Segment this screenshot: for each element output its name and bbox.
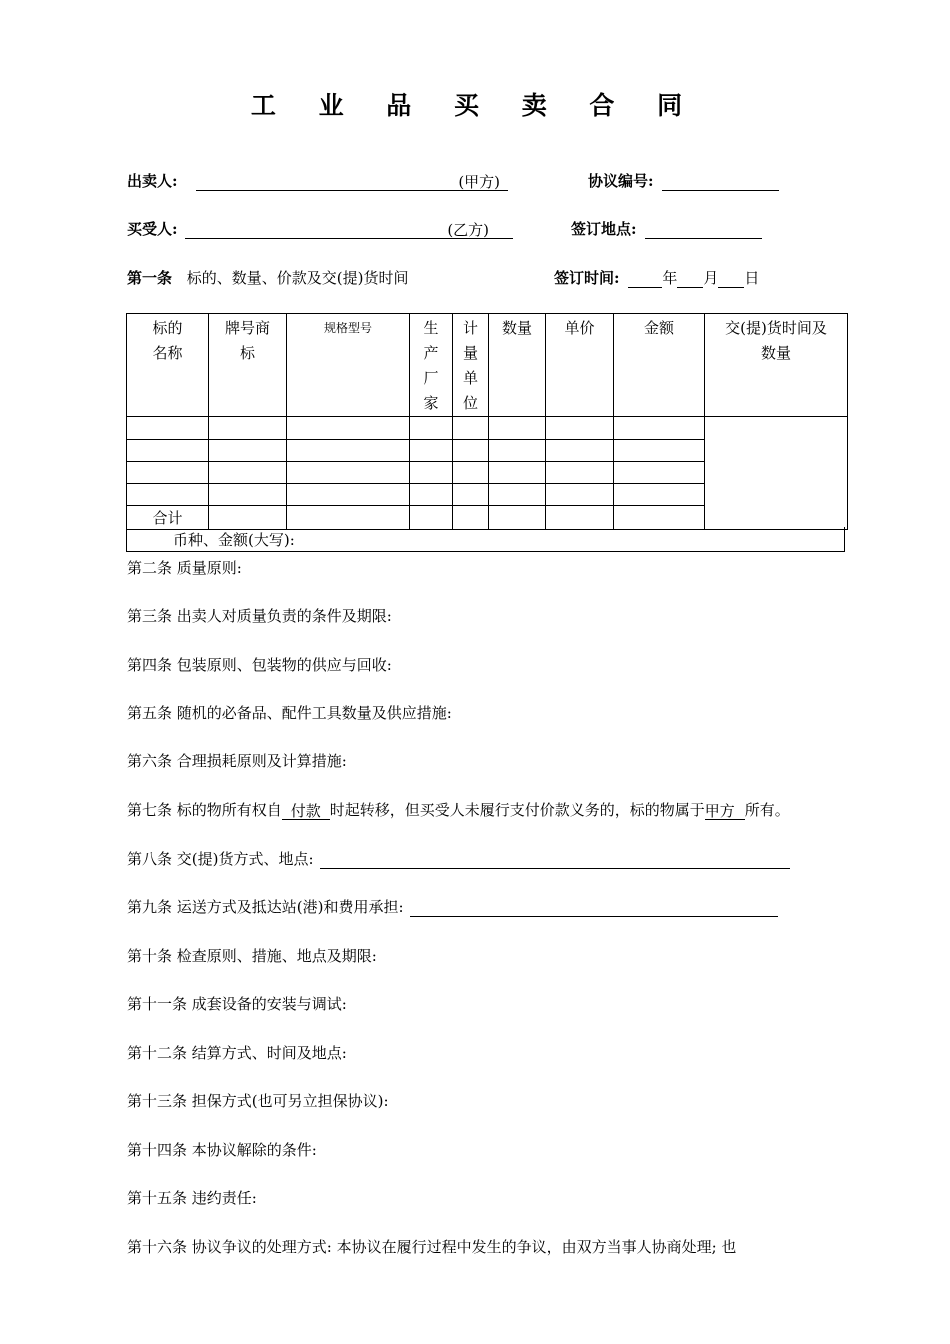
col-header-unit: 计 量 单 位 xyxy=(453,314,489,417)
sign-day-field[interactable] xyxy=(718,269,744,288)
buyer-line xyxy=(127,219,513,239)
article-3: 第三条 出卖人对质量负责的条件及期限: xyxy=(127,607,392,625)
table-cell[interactable] xyxy=(546,484,614,506)
table-cell[interactable] xyxy=(453,440,489,462)
table-cell[interactable] xyxy=(546,440,614,462)
article-10: 第十条 检查原则、措施、地点及期限: xyxy=(127,947,377,965)
table-cell[interactable] xyxy=(127,462,209,484)
table-cell[interactable] xyxy=(209,506,287,530)
table-cell[interactable] xyxy=(287,484,410,506)
article-1-label: 第一条 xyxy=(127,269,173,287)
article-13: 第十三条 担保方式(也可另立担保协议): xyxy=(127,1092,389,1110)
table-cell[interactable] xyxy=(614,417,705,440)
article-7 xyxy=(127,800,790,820)
currency-amount-row[interactable] xyxy=(126,527,845,552)
sign-place-line xyxy=(571,219,762,239)
contract-no-line xyxy=(588,171,779,191)
seller-line xyxy=(127,171,508,191)
buyer-party: (乙方) xyxy=(447,220,513,239)
table-cell[interactable] xyxy=(287,462,410,484)
table-cell[interactable] xyxy=(546,506,614,530)
sign-time-line xyxy=(554,268,759,288)
col-header-item-name: 标的 名称 xyxy=(127,314,209,417)
seller-label: 出卖人: xyxy=(127,172,178,190)
col-header-brand: 牌号商 标 xyxy=(209,314,287,417)
table-cell[interactable] xyxy=(410,440,453,462)
col-header-amount: 金额 xyxy=(614,314,705,417)
table-cell[interactable] xyxy=(410,462,453,484)
table-cell[interactable] xyxy=(489,440,546,462)
article-9-text: 第九条 运送方式及抵达站(港)和费用承担: xyxy=(127,898,404,916)
total-label: 合计 xyxy=(127,506,209,530)
col-header-manufacturer: 生 产 厂 家 xyxy=(410,314,453,417)
sign-year-field[interactable] xyxy=(628,269,662,288)
table-cell[interactable] xyxy=(546,417,614,440)
article-16: 第十六条 协议争议的处理方式: 本协议在履行过程中发生的争议，由双方当事人协商处理; 也 xyxy=(127,1238,737,1256)
table-cell[interactable] xyxy=(209,462,287,484)
table-cell[interactable] xyxy=(614,462,705,484)
table-cell[interactable] xyxy=(287,440,410,462)
article-6: 第六条 合理损耗原则及计算措施: xyxy=(127,752,347,770)
table-cell[interactable] xyxy=(453,506,489,530)
table-cell[interactable] xyxy=(614,484,705,506)
article-8-field[interactable] xyxy=(320,850,790,869)
document-title: 工 业 品 买 卖 合 同 xyxy=(250,91,700,120)
table-cell[interactable] xyxy=(287,417,410,440)
currency-amount-label: 币种、金额(大写): xyxy=(173,531,295,549)
table-cell[interactable] xyxy=(209,484,287,506)
sign-place-label: 签订地点: xyxy=(571,220,637,238)
table-cell[interactable] xyxy=(489,506,546,530)
day-label: 日 xyxy=(744,269,760,287)
contract-no-label: 协议编号: xyxy=(588,172,654,190)
col-header-quantity: 数量 xyxy=(489,314,546,417)
table-cell[interactable] xyxy=(453,484,489,506)
article-11: 第十一条 成套设备的安装与调试: xyxy=(127,995,347,1013)
article-7-mid: 时起转移，但买受人未履行支付价款义务的，标的物属于 xyxy=(329,801,705,819)
month-label: 月 xyxy=(703,269,719,287)
article-1-text: 标的、数量、价款及交(提)货时间 xyxy=(186,269,409,287)
table-cell[interactable] xyxy=(287,506,410,530)
table-cell[interactable] xyxy=(410,417,453,440)
article-7-fill-1[interactable]: 付款 xyxy=(282,801,330,820)
article-4: 第四条 包装原则、包装物的供应与回收: xyxy=(127,656,392,674)
table-cell[interactable] xyxy=(489,417,546,440)
article-7-pre: 第七条 标的物所有权自 xyxy=(127,801,282,819)
table-cell[interactable] xyxy=(614,506,705,530)
article-8 xyxy=(127,849,790,869)
col-header-unit-price: 单价 xyxy=(546,314,614,417)
table-cell[interactable] xyxy=(489,484,546,506)
table-cell[interactable] xyxy=(489,462,546,484)
seller-name-field[interactable] xyxy=(196,172,458,191)
table-cell[interactable] xyxy=(127,484,209,506)
article-1-line xyxy=(127,268,409,288)
sign-month-field[interactable] xyxy=(677,269,703,288)
table-cell[interactable] xyxy=(209,417,287,440)
article-9-field[interactable] xyxy=(410,898,778,917)
col-header-delivery: 交(提)货时间及 数量 xyxy=(705,314,848,417)
table-cell[interactable] xyxy=(410,484,453,506)
article-14: 第十四条 本协议解除的条件: xyxy=(127,1141,317,1159)
article-15: 第十五条 违约责任: xyxy=(127,1189,257,1207)
goods-table xyxy=(126,313,848,530)
article-2: 第二条 质量原则: xyxy=(127,559,242,577)
contract-no-field[interactable] xyxy=(662,172,779,191)
delivery-merged-cell[interactable] xyxy=(705,417,848,530)
buyer-label: 买受人: xyxy=(127,220,178,238)
seller-party: (甲方) xyxy=(458,172,508,191)
table-row xyxy=(127,417,848,440)
table-cell[interactable] xyxy=(614,440,705,462)
table-cell[interactable] xyxy=(127,440,209,462)
table-cell[interactable] xyxy=(546,462,614,484)
buyer-name-field[interactable] xyxy=(185,220,447,239)
article-5: 第五条 随机的必备品、配件工具数量及供应措施: xyxy=(127,704,452,722)
article-8-text: 第八条 交(提)货方式、地点: xyxy=(127,850,314,868)
article-7-fill-2[interactable]: 甲方 xyxy=(705,801,745,820)
sign-time-label: 签订时间: xyxy=(554,269,620,287)
article-12: 第十二条 结算方式、时间及地点: xyxy=(127,1044,347,1062)
year-label: 年 xyxy=(662,269,678,287)
article-9 xyxy=(127,897,778,917)
article-7-post: 所有。 xyxy=(744,801,790,819)
table-cell[interactable] xyxy=(453,462,489,484)
col-header-spec: 规格型号 xyxy=(287,314,410,417)
table-cell[interactable] xyxy=(410,506,453,530)
table-header-row xyxy=(127,314,848,417)
table-cell[interactable] xyxy=(209,440,287,462)
table-cell[interactable] xyxy=(127,417,209,440)
table-cell[interactable] xyxy=(453,417,489,440)
sign-place-field[interactable] xyxy=(645,220,762,239)
